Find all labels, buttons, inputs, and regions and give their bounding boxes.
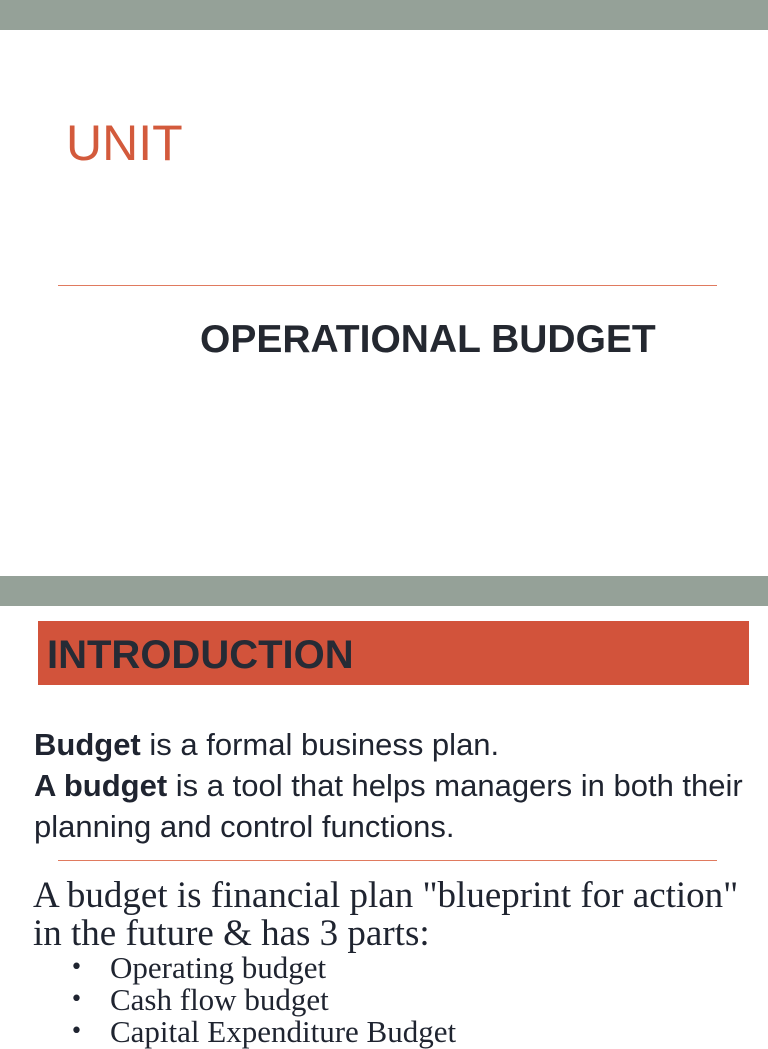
intro-text [34,724,754,847]
intro-line-2-bold: A budget [34,768,168,803]
slide1-divider [58,285,717,286]
budget-parts-list [70,952,456,1048]
bullet-icon: • [70,987,83,1012]
intro-heading: INTRODUCTION [47,633,354,677]
list-item [70,952,456,984]
intro-line-2-rest: is a tool that helps managers in both their planning and control functions. [34,768,743,844]
slide1-subtitle: OPERATIONAL BUDGET [200,318,656,361]
budget-definition: A budget is financial plan "blueprint for action" in the future & has 3 parts: [33,875,739,954]
bullet-icon: • [70,955,83,980]
list-item-label: Cash flow budget [110,982,329,1017]
list-item [70,984,456,1016]
slide1-title: UNIT [66,115,183,171]
slide2-top-band [0,576,768,606]
intro-line-1-bold: Budget [34,727,141,762]
list-item-label: Operating budget [110,950,327,985]
list-item-label: Capital Expenditure Budget [110,1014,457,1049]
list-item [70,1016,456,1048]
intro-line-1-rest: is a formal business plan. [140,727,500,762]
intro-heading-bar [38,621,749,685]
intro-line-1 [34,724,754,765]
bullet-icon: • [70,1019,83,1044]
slide1-top-band [0,0,768,30]
intro-line-2 [34,765,754,847]
slide2-divider [58,860,717,861]
